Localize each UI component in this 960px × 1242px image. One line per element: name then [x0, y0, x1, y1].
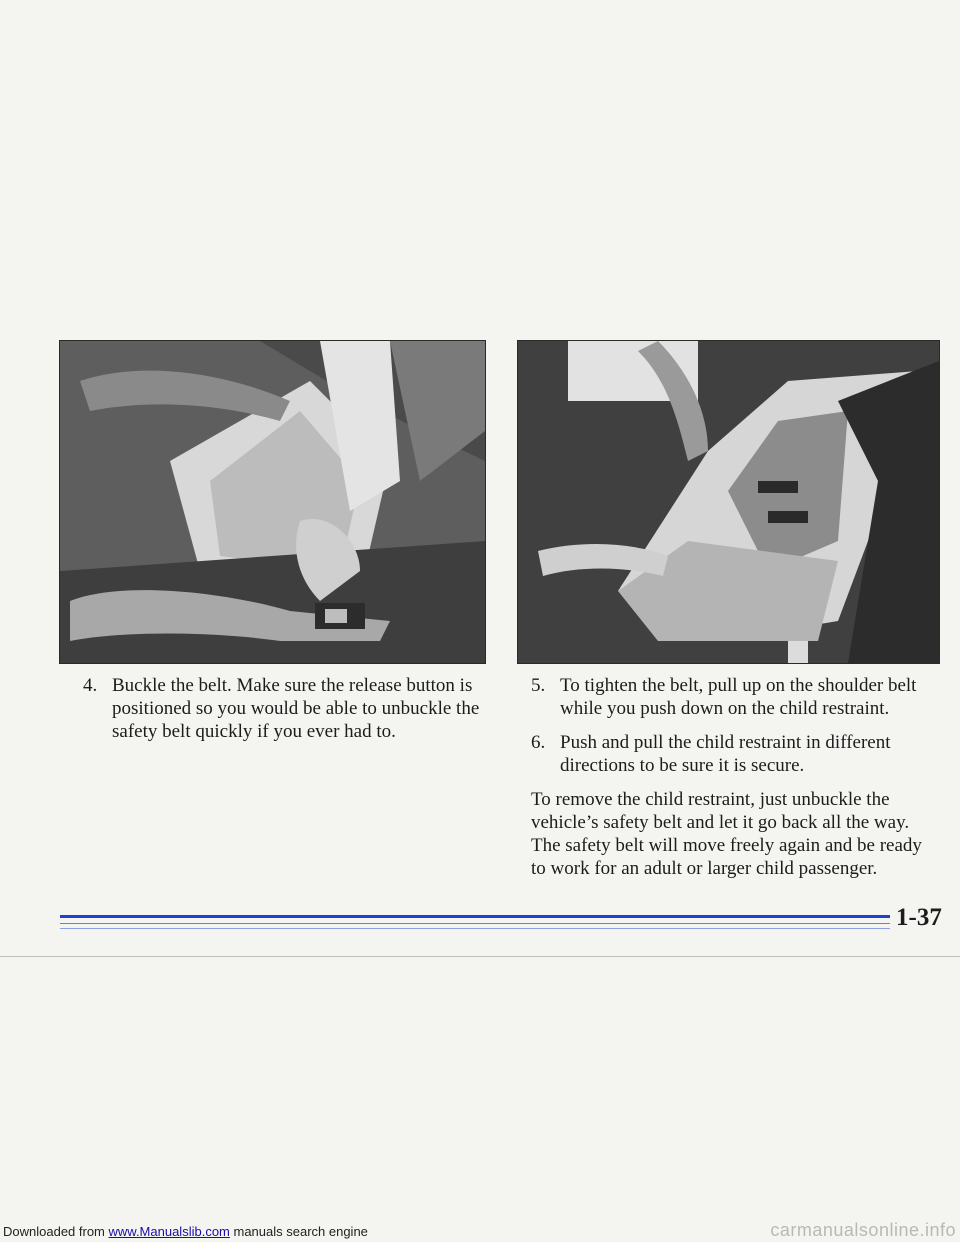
step-4: [83, 674, 483, 743]
step-text: Push and pull the child restraint in different directions to be sure it is secure.: [560, 732, 891, 776]
download-footer: [3, 1224, 368, 1239]
page-number: 1-37: [896, 904, 942, 931]
step-number: 6.: [531, 732, 546, 753]
section-rule: [60, 915, 890, 918]
step-number: 5.: [531, 675, 546, 696]
right-instructions: [531, 674, 941, 880]
manualslib-link[interactable]: www.Manualslib.com: [108, 1224, 230, 1239]
step-6: [531, 731, 941, 777]
buckle-belt-drawing: [60, 341, 485, 663]
footer-prefix: Downloaded from: [3, 1224, 109, 1239]
page-edge-rule: [0, 956, 960, 957]
tighten-belt-drawing: [518, 341, 939, 663]
step-number: 4.: [83, 675, 98, 696]
buckle-belt-illustration: [59, 340, 486, 664]
section-rule-thin: [60, 923, 890, 924]
watermark: carmanualsonline.info: [770, 1220, 956, 1240]
removal-paragraph: To remove the child restraint, just unbuckle the vehicle’s safety belt and let it go back all the way. The safety belt will move freely again and be ready to work for an adult or larger child passenger.: [531, 789, 922, 879]
left-instructions: [83, 674, 483, 754]
section-rule-thin-2: [60, 928, 890, 929]
footer-suffix: manuals search engine: [229, 1224, 368, 1239]
tighten-belt-illustration: [517, 340, 940, 664]
step-5: [531, 674, 941, 720]
step-text: Buckle the belt. Make sure the release button is positioned so you would be able to unbuckle the safety belt quickly if you ever had to.: [112, 675, 480, 742]
step-text: To tighten the belt, pull up on the shoulder belt while you push down on the child restraint.: [560, 675, 917, 719]
